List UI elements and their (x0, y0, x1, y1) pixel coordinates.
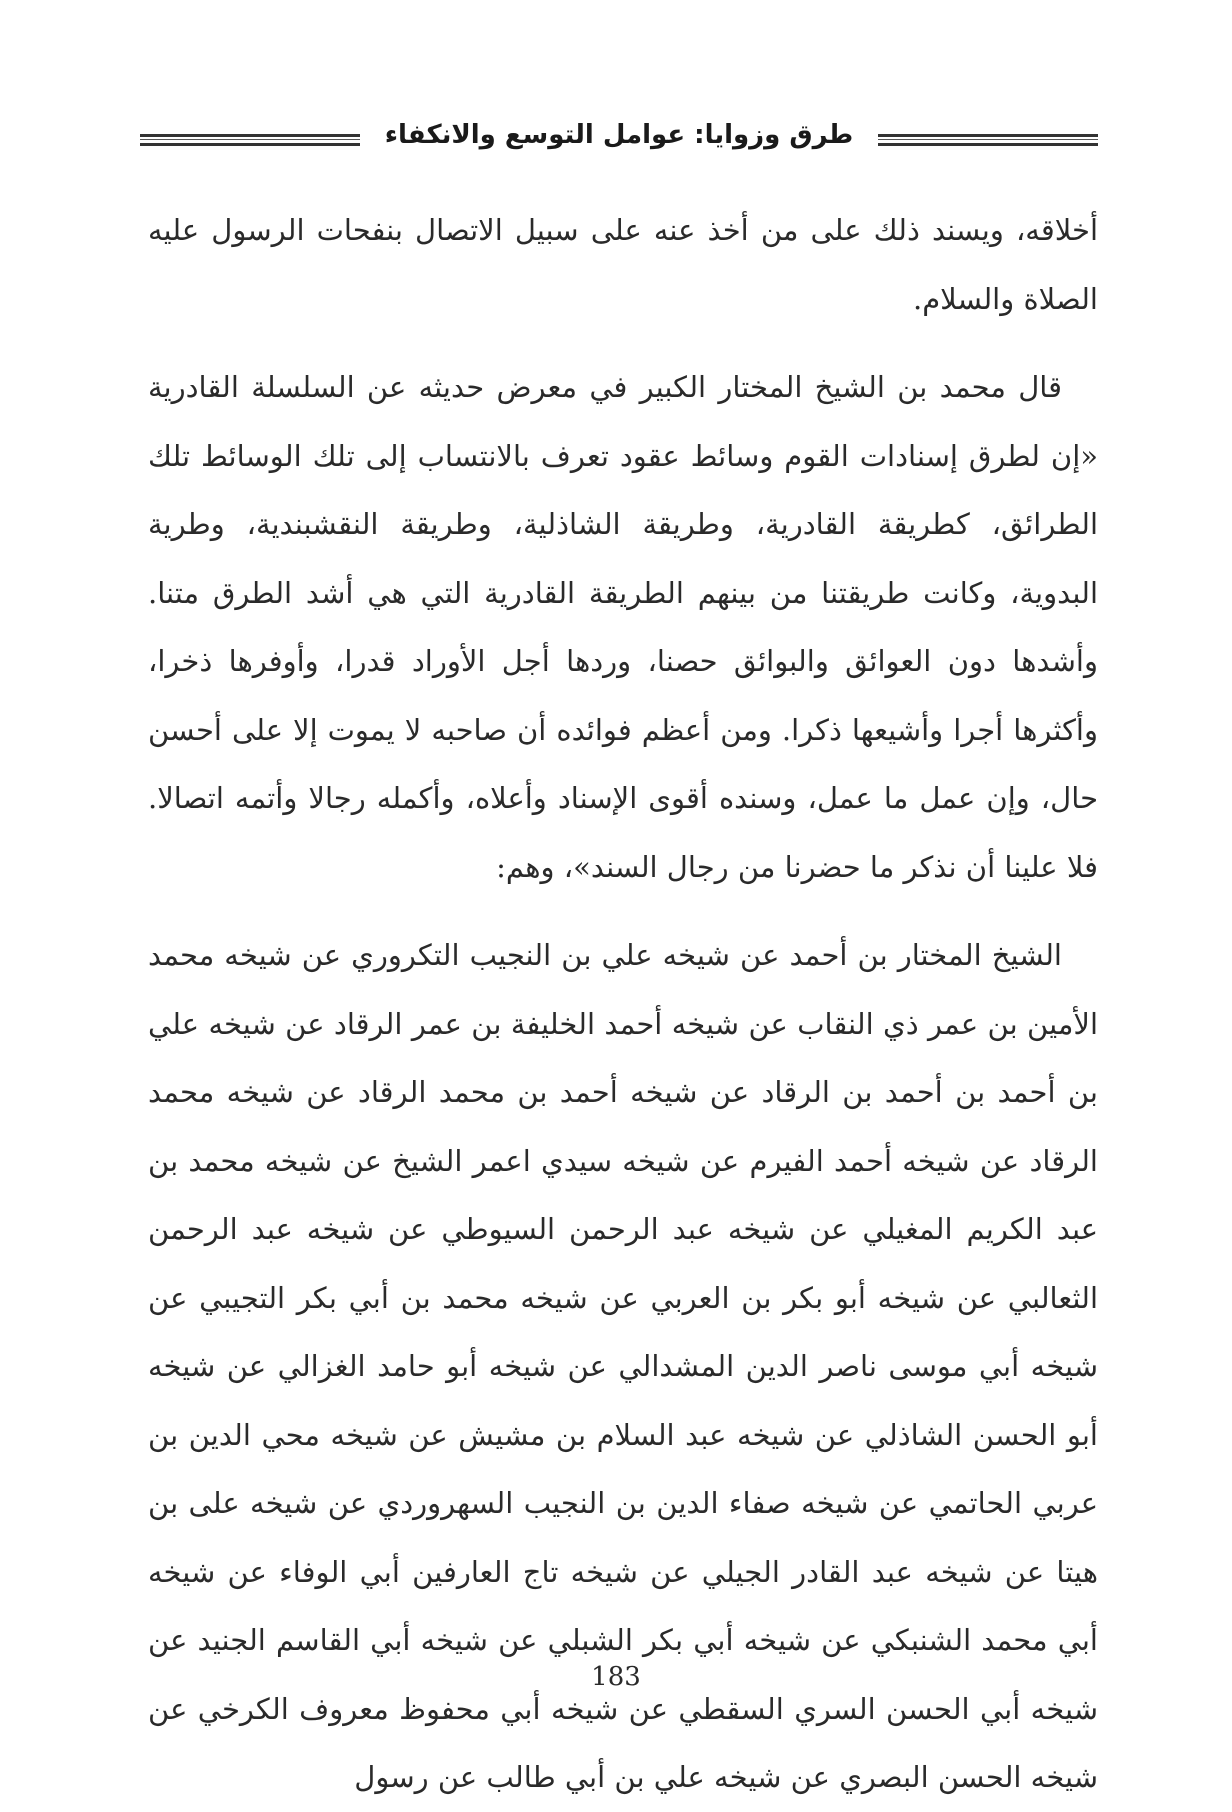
paragraph-continuation: أخلاقه، ويسند ذلك على من أخذ عنه على سبيل الاتصال بنفحات الرسول عليه الصلاة والسلام. (148, 213, 1098, 316)
running-header (140, 112, 1098, 162)
paragraph-chain: الشيخ المختار بن أحمد عن شيخه علي بن النجيب التكروري عن شيخه محمد الأمين بن عمر ذي النقاب عن شيخه أحمد الخليفة بن عمر الرقاد عن شيخه علي بن أحمد بن أحمد بن الرقاد عن شيخه أحمد بن محمد الرقاد عن شيخه محمد الرقاد عن شيخه أحمد الفيرم عن شيخه سيدي اعمر الشيخ عن شيخه محمد بن عبد الكريم المغيلي عن شيخه عبد الرحمن السيوطي عن شيخه عبد الرحمن الثعالبي عن شيخه أبو بكر بن العربي عن شيخه محمد بن أبي بكر التجيبي عن شيخه أبي موسى ناصر الدين المشدالي عن شيخه أبو حامد الغزالي عن شيخه أبو الحسن الشاذلي عن شيخه عبد السلام بن مشيش عن شيخه محي الدين بن عربي الحاتمي عن شيخه صفاء الدين بن النجيب السهروردي عن شيخه على بن هيتا عن شيخه عبد القادر الجيلي عن شيخه تاج العارفين أبي الوفاء عن شيخه أبي محمد الشنبكي عن شيخه أبي بكر الشبلي عن شيخه أبي القاسم الجنيد عن شيخه أبي الحسن السري السقطي عن شيخه أبي محفوظ معروف الكرخي عن شيخه الحسن البصري عن شيخه علي بن أبي طالب عن رسول (148, 938, 1098, 1794)
page-number: 183 (591, 1662, 641, 1692)
paragraph-quote: قال محمد بن الشيخ المختار الكبير في معرض حديثه عن السلسلة القادرية «إن لطرق إسنادات القوم وسائط عقود تعرف بالانتساب إلى تلك الوسائط تلك الطرائق، كطريقة القادرية، وطريقة الشاذلية، وطريقة النقشبندية، وطرية البدوية، وكانت طريقتنا من بينهم الطريقة القادرية التي هي أشد الطرق متنا. وأشدها دون العوائق والبوائق حصنا، وردها أجل الأوراد قدرا، وأوفرها ذخرا، وأكثرها أجرا وأشيعها ذكرا. ومن أعظم فوائده أن صاحبه لا يموت إلا على أحسن حال، وإن عمل ما عمل، وسنده أقوى الإسناد وأعلاه، وأكمله رجالا وأتمه اتصالا. فلا علينا أن نذكر ما حضرنا من رجال السند»، وهم: (148, 370, 1098, 884)
header-rule-left (140, 134, 360, 146)
header-title: طرق وزوايا: عوامل التوسع والانكفاء (384, 120, 854, 150)
header-rule-right (878, 134, 1098, 146)
body-text (148, 196, 1098, 1812)
